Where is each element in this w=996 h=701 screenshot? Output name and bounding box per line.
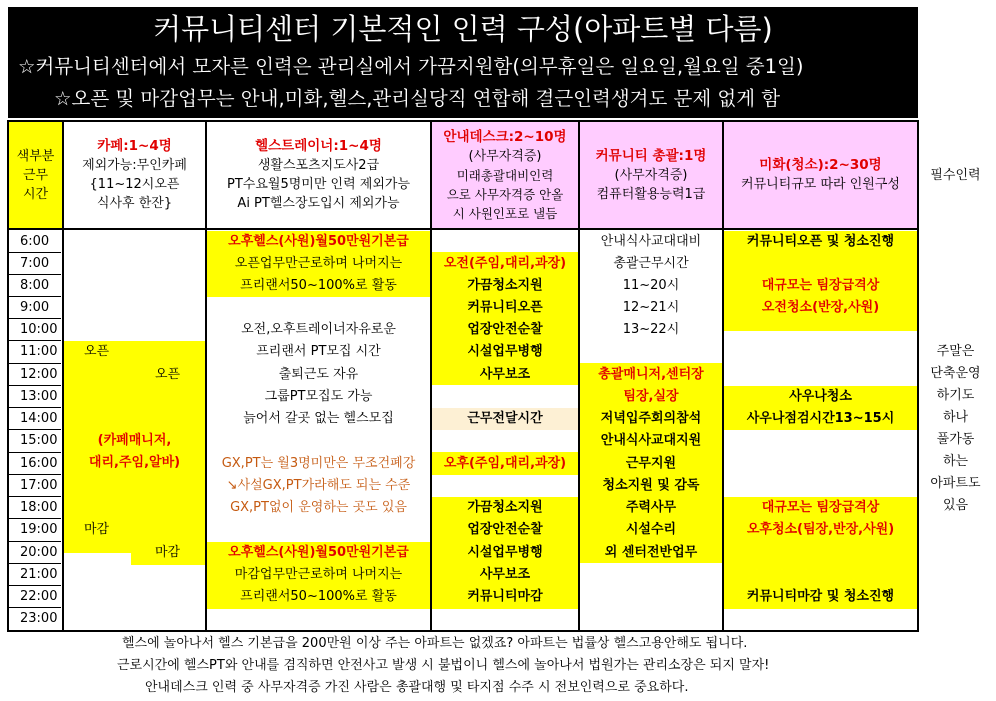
header-time: 색부분 근무 시간	[9, 122, 62, 228]
time-label: 18:00	[20, 500, 58, 515]
manager-row: 총괄매니저,센터장	[598, 367, 704, 382]
desk-row: 근무전달시간	[467, 411, 543, 426]
cafe-open-2: 오픈	[155, 367, 181, 382]
time-label: 14:00	[20, 411, 58, 426]
cafe-close-2: 마감	[155, 545, 181, 560]
manager-row: 13~22시	[622, 322, 680, 337]
desk-row: 시설업무병행	[467, 545, 543, 560]
manager-row: 근무지원	[625, 456, 677, 471]
trainer-row: 늙어서 갈곳 없는 헬스모집	[243, 411, 394, 426]
header-cleaning: 미화(청소):2~30명 커뮤니티규모 따라 인원구성	[724, 122, 917, 228]
cafe-close-1: 마감	[84, 522, 110, 537]
header-divider	[7, 228, 919, 230]
manager-row: 11~20시	[622, 278, 680, 293]
header-manager: 커뮤니티 총괄:1명 (사무자격증) 컴퓨터활용능력1급	[580, 122, 722, 228]
time-label: 11:00	[20, 344, 58, 359]
title-banner	[8, 7, 918, 118]
desk-row: 사무보조	[479, 567, 531, 582]
header-desk: 안내데스크:2~10명 (사무자격증) 미래총괄대비인력 으로 사무자격증 안올 시 사원인포로 낼듬	[432, 122, 578, 228]
manager-row: 총괄근무시간	[613, 256, 689, 271]
manager-row: 팀장,실장	[623, 389, 679, 404]
trainer-row: GX,PT는 월3명미만은 무조건폐강	[221, 456, 416, 471]
required-note: 있음	[942, 498, 969, 513]
time-label: 12:00	[20, 367, 58, 382]
desk-row: 오전(주임,대리,과장)	[443, 256, 567, 271]
desk-row: 가끔청소지원	[467, 278, 543, 293]
desk-row: 사무보조	[479, 367, 531, 382]
time-label: 9:00	[20, 300, 50, 315]
cleaning-row: 사우나점검시간13~15시	[746, 411, 895, 426]
time-label: 8:00	[20, 278, 50, 293]
time-label: 22:00	[20, 589, 58, 604]
time-label: 19:00	[20, 522, 58, 537]
time-label: 10:00	[20, 322, 58, 337]
desk-row: 커뮤니티마감	[467, 589, 543, 604]
cleaning-row: 대규모는 팀장급격상	[761, 278, 880, 293]
manager-row: 12~21시	[622, 300, 680, 315]
footer-note-2: 근로시간에 헬스PT와 안내를 겸직하면 안전사고 발생 시 불법이니 헬스에 놀아나서 법원가는 관리소장은 되지 말자!	[117, 658, 770, 673]
required-note: 하나	[942, 410, 969, 425]
cafe-manager-1: (카페매니저,	[97, 433, 172, 448]
manager-row: 시설수리	[625, 522, 677, 537]
footer-note-1: 헬스에 놀아나서 헬스 기본급을 200만원 이상 주는 아파트는 없겠죠? 아파트는 법률상 헬스고용안해도 됩니다.	[122, 636, 748, 651]
cleaning-row: 커뮤니티오픈 및 청소진행	[746, 234, 895, 249]
cleaning-row: 오후청소(팀장,반장,사원)	[746, 522, 895, 537]
desk-row: 업장안전순찰	[467, 522, 543, 537]
trainer-row: 출퇴근도 자유	[278, 367, 359, 382]
trainer-row: 프리랜서50~100%로 활동	[240, 278, 397, 293]
trainer-row: 오후헬스(사원)월50만원기본급	[228, 234, 409, 249]
desk-row: 가끔청소지원	[467, 500, 543, 515]
desk-row: 업장안전순찰	[467, 322, 543, 337]
time-label: 15:00	[20, 433, 58, 448]
time-label: 17:00	[20, 478, 58, 493]
trainer-row: 오후헬스(사원)월50만원기본급	[228, 545, 409, 560]
time-label: 20:00	[20, 545, 58, 560]
header-required: 필수인력	[930, 167, 981, 183]
page-title: 커뮤니티센터 기본적인 인력 구성(아파트별 다름)	[153, 12, 773, 46]
banner-note-2: ☆오픈 및 마감업무는 안내,미화,헬스,관리실당직 연합해 결근인력생겨도 문제 없게 함	[54, 87, 781, 110]
desk-row: 시설업무병행	[467, 344, 543, 359]
time-label: 6:00	[20, 234, 50, 249]
trainer-row: 프리랜서 PT모집 시간	[256, 344, 381, 359]
required-note: 단축운영	[930, 366, 981, 381]
manager-row: 청소지원 및 감독	[602, 478, 700, 493]
time-label: 23:00	[20, 611, 58, 626]
manager-row: 저녁입주회의참석	[600, 411, 702, 426]
time-label: 16:00	[20, 456, 58, 471]
required-note: 아파트도	[930, 476, 981, 491]
header-trainer: 헬스트레이너:1~4명 생활스포츠지도사2급 PT수요월5명미만 인력 제외가능 Ai PT헬스장도입시 제외가능	[207, 122, 430, 228]
header-cafe: 카페:1~4명 제외가능:무인카페 {11~12시오픈 식사후 한잔}	[64, 122, 205, 228]
trainer-row: 프리랜서50~100%로 활동	[240, 589, 397, 604]
cleaning-row: 오전청소(반장,사원)	[761, 300, 880, 315]
cleaning-row: 커뮤니티마감 및 청소진행	[746, 589, 895, 604]
required-note: 하기도	[936, 388, 975, 403]
manager-row: 외 센터전반업무	[604, 545, 698, 560]
cafe-open-1: 오픈	[84, 344, 110, 359]
manager-row: 주력사무	[625, 500, 677, 515]
trainer-row: 오전,오후트레이너자유로운	[241, 322, 396, 337]
desk-row: 오후(주임,대리,과장)	[443, 456, 567, 471]
cafe-manager-2: 대리,주임,알바)	[88, 455, 181, 470]
manager-row: 안내식사교대대비	[600, 234, 702, 249]
required-note: 풀가동	[936, 432, 975, 447]
cleaning-row: 사우나청소	[789, 389, 852, 404]
trainer-row: 오픈업무만근로하며 나머지는	[234, 256, 403, 271]
cleaning-row: 대규모는 팀장급격상	[761, 500, 880, 515]
time-label: 13:00	[20, 389, 58, 404]
trainer-row: ↘사설GX,PT가라해도 되는 수준	[226, 478, 411, 493]
required-note: 주말은	[936, 344, 975, 359]
time-label: 7:00	[20, 256, 50, 271]
footer-note-3: 안내데스크 인력 중 사무자격증 가진 사람은 총괄대행 및 타지점 수주 시 전보인력으로 중요하다.	[145, 680, 689, 695]
required-note: 하는	[942, 454, 969, 469]
trainer-row: 마감업무만근로하며 나머지는	[234, 567, 403, 582]
manager-row: 안내식사교대지원	[600, 433, 702, 448]
trainer-row: GX,PT없이 운영하는 곳도 있음	[230, 500, 407, 515]
time-label: 21:00	[20, 567, 58, 582]
trainer-row: 그룹PT모집도 가능	[264, 389, 373, 404]
desk-row: 커뮤니티오픈	[467, 300, 543, 315]
banner-note-1: ☆커뮤니티센터에서 모자른 인력은 관리실에서 가끔지원함(의무휴일은 일요일,월요일 중1일)	[18, 55, 804, 78]
